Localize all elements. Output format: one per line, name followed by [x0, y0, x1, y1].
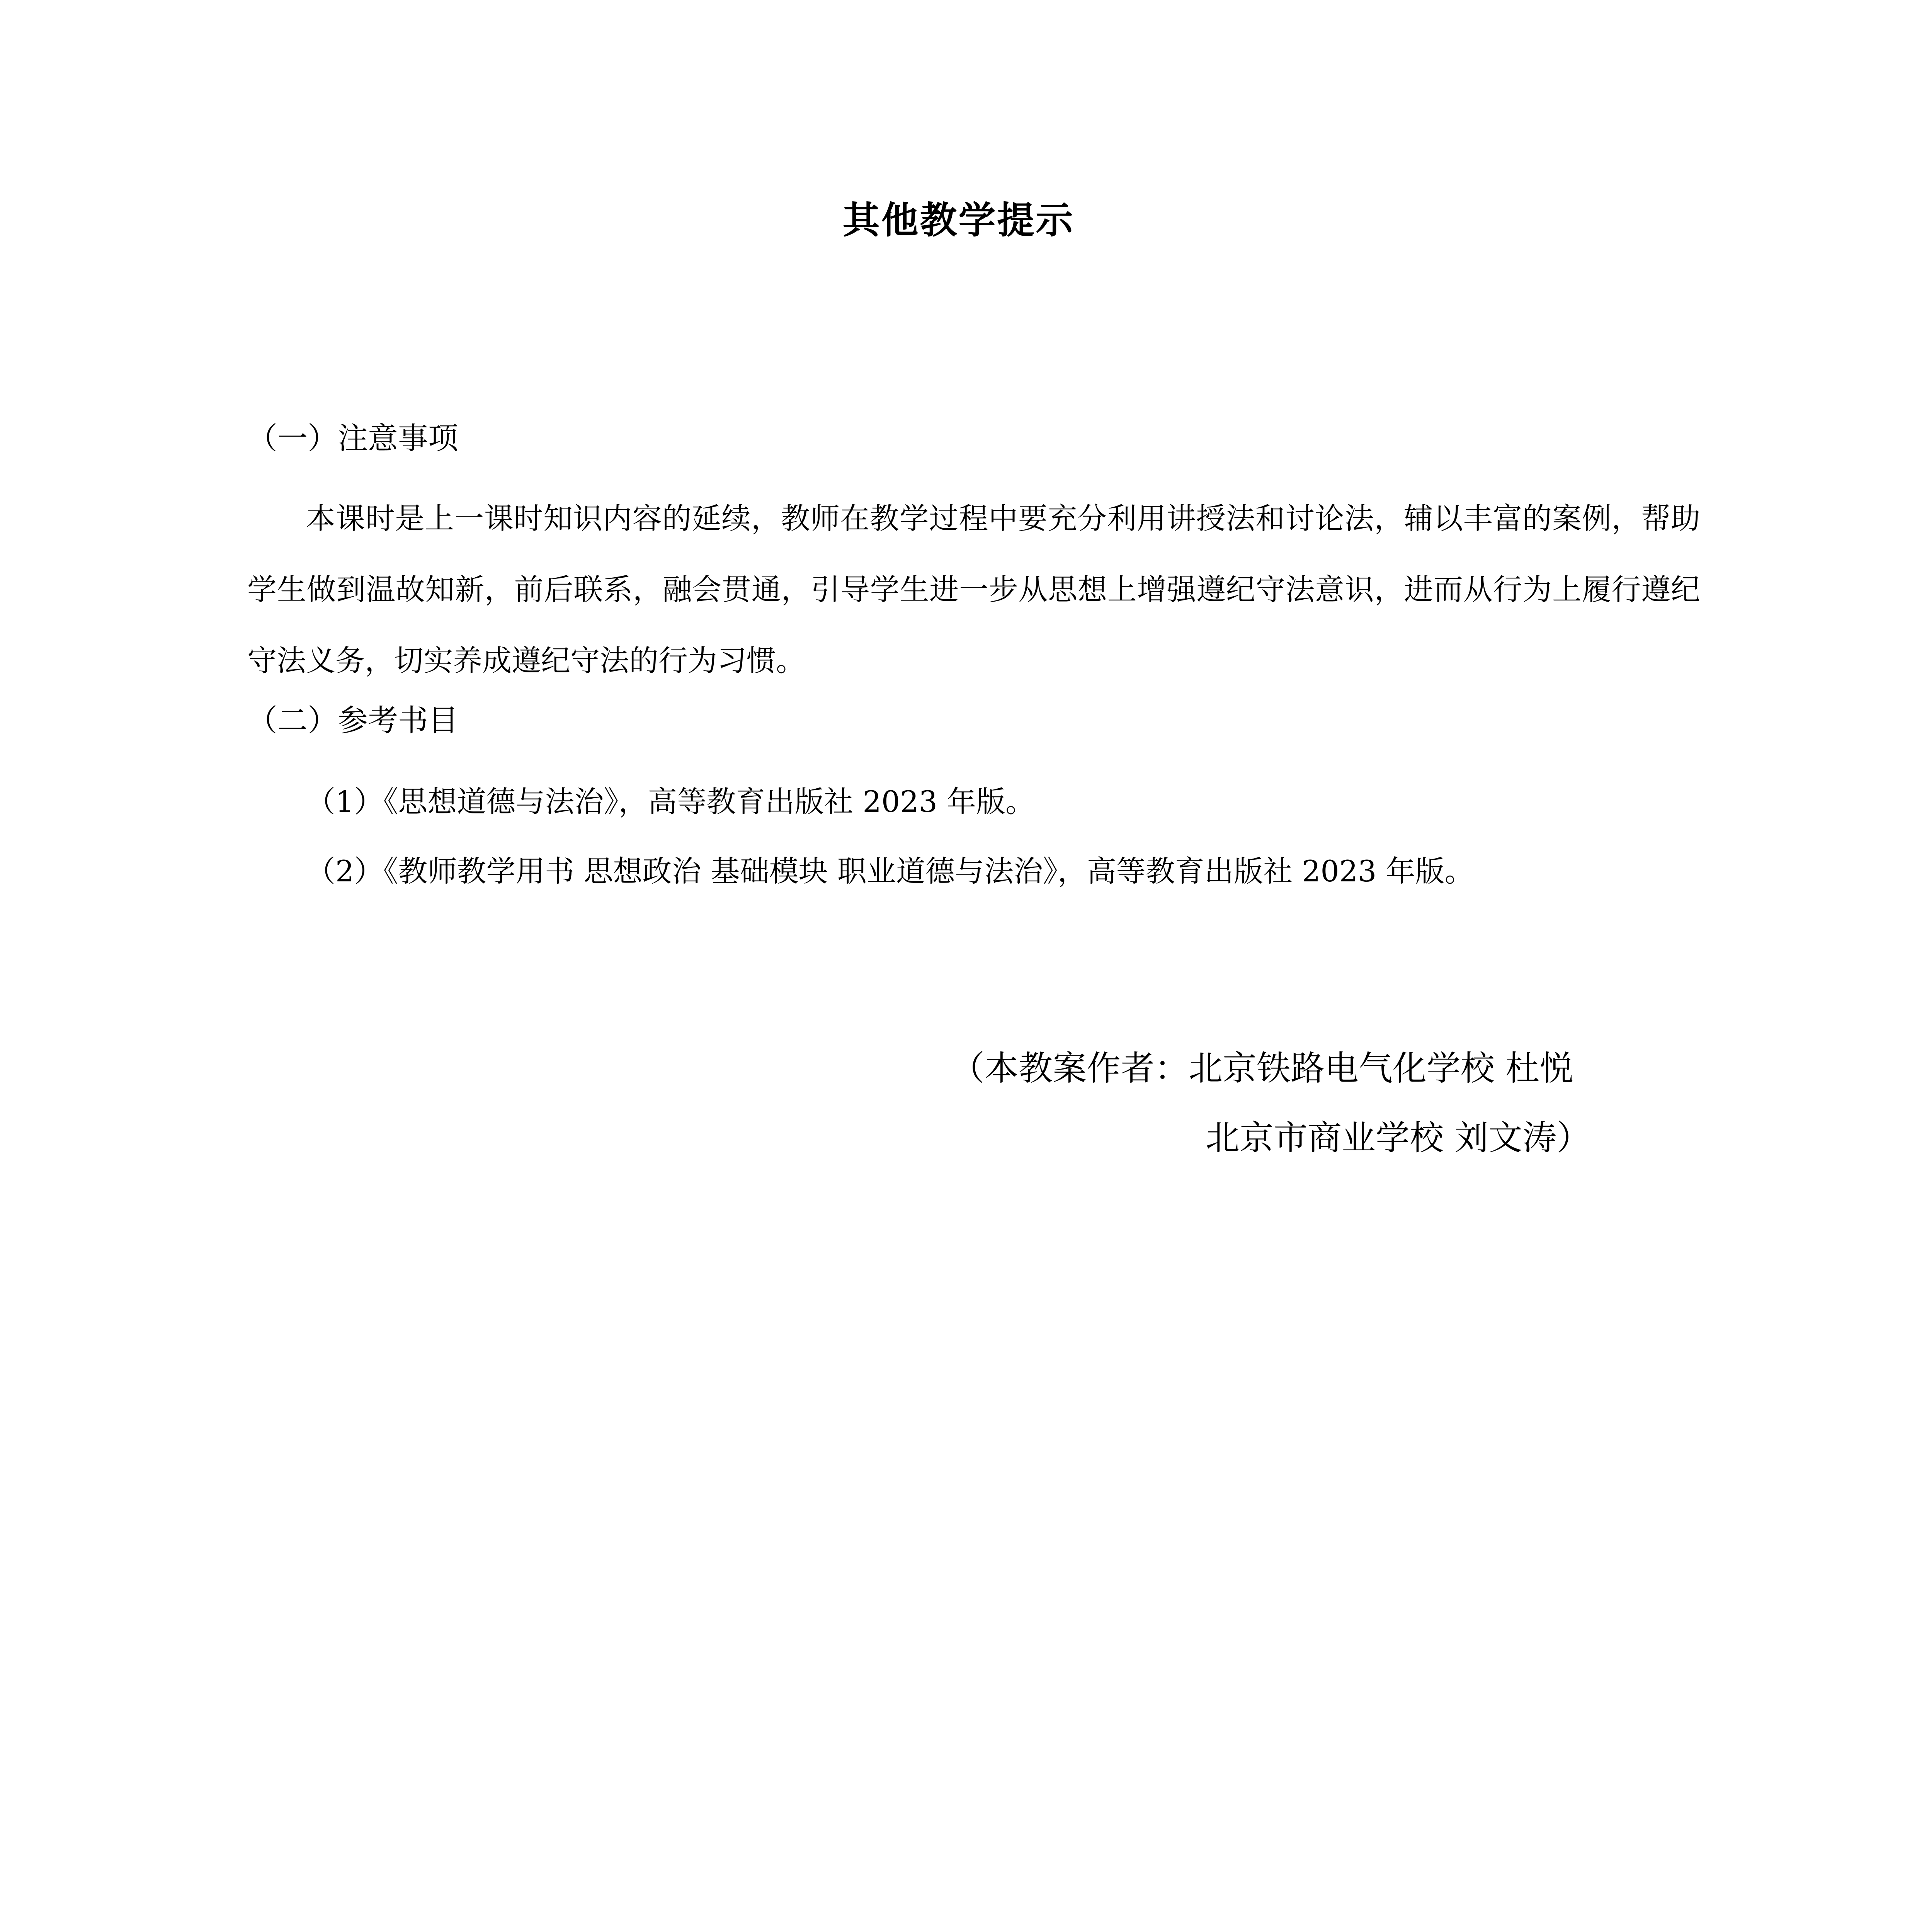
page-title: 其他教学提示: [842, 199, 1075, 242]
section-heading-references: （二）参考书目: [247, 703, 459, 738]
reference-item: （2）《教师教学用书 思想政治 基础模块 职业道德与法治》，高等教育出版社 2023 年版。: [306, 854, 1474, 888]
author-line: （本教案作者：北京铁路电气化学校 杜悦: [951, 1048, 1573, 1088]
reference-item: （1）《思想道德与法治》，高等教育出版社 2023 年版。: [306, 784, 1035, 819]
notes-paragraph: 本课时是上一课时知识内容的延续，教师在教学过程中要充分利用讲授法和讨论法，辅以丰富的案例，帮助学生做到温故知新，前后联系，融会贯通，引导学生进一步从思想上增强遵纪守法意识，进而从行为上履行遵纪守法义务，切实养成遵纪守法的行为习惯。: [247, 501, 1700, 678]
section-heading-notes: （一）注意事项: [247, 421, 459, 456]
author-line: 北京市商业学校 刘文涛）: [1206, 1118, 1590, 1158]
